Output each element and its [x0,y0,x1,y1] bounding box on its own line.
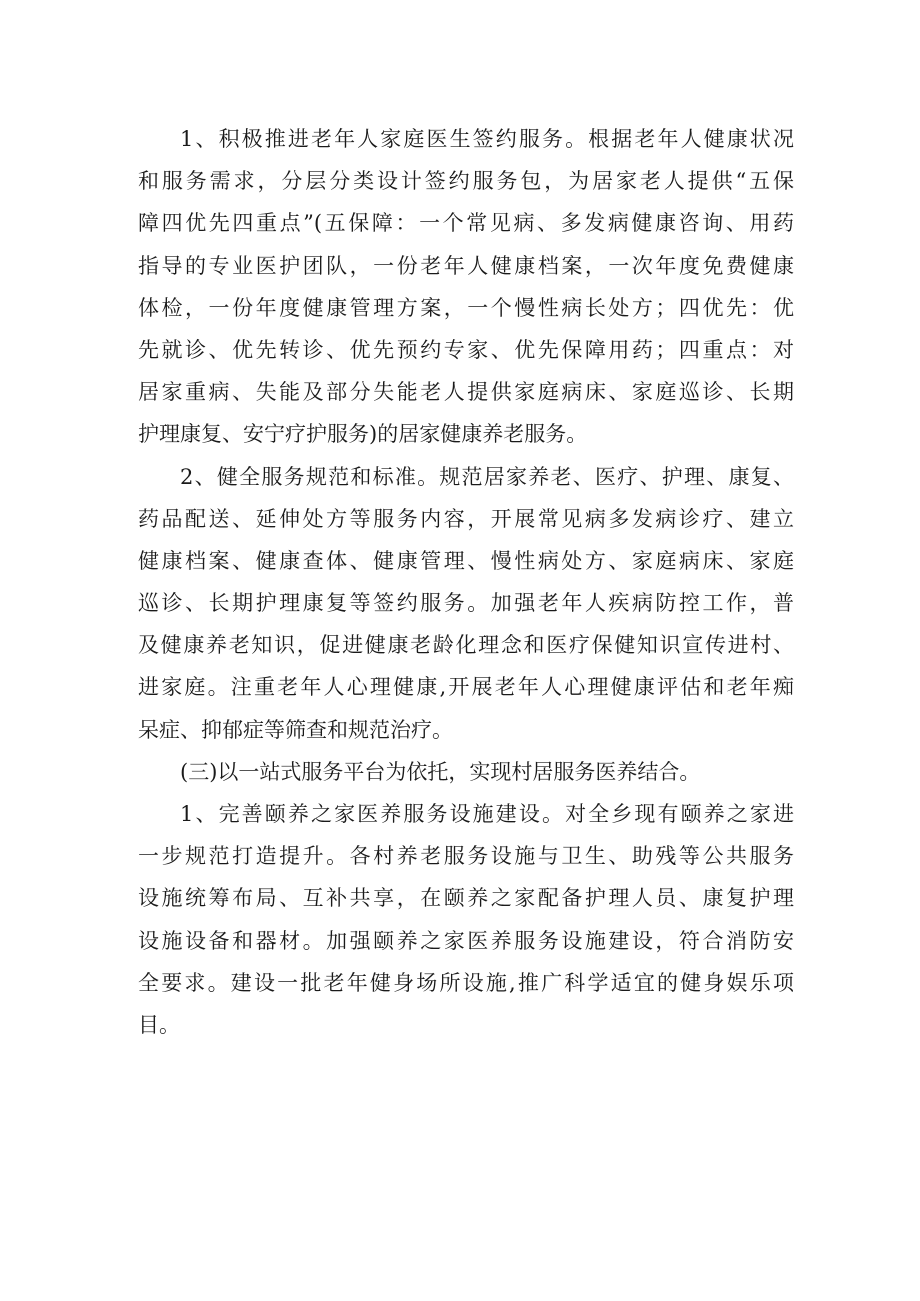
text-line: 指导的专业医护团队，一份老年人健康档案，一次年度免费健康 [138,253,794,278]
text-line: 设施统筹布局、互补共享，在颐养之家配备护理人员、康复护理 [138,886,794,911]
text-line: 设施设备和器材。加强颐养之家医养服务设施建设，符合消防安 [138,928,794,953]
text-line: 进家庭。注重老年人心理健康,开展老年人心理健康评估和老年痴 [138,675,794,700]
text-line: 全要求。建设一批老年健身场所设施,推广科学适宜的健身娱乐项 [138,970,794,995]
text-line: 目。 [138,1012,180,1037]
paragraph-p1 [138,118,794,456]
document-body [138,118,794,1046]
text-line: 2、健全服务规范和标准。规范居家养老、医疗、护理、康复、 [180,464,794,489]
text-line: 一步规范打造提升。各村养老服务设施与卫生、助残等公共服务 [138,844,794,869]
text-line: 呆症、抑郁症等筛查和规范治疗。 [138,717,453,742]
text-line: 居家重病、失能及部分失能老人提供家庭病床、家庭巡诊、长期 [138,380,794,405]
text-line: 1、积极推进老年人家庭医生签约服务。根据老年人健康状况 [180,127,794,151]
paragraph-p4 [138,793,794,1046]
paragraph-p2 [138,456,794,751]
text-line: 护理康复、安宁疗护服务)的居家健康养老服务。 [138,422,588,447]
section-heading [138,751,794,793]
text-line: 及健康养老知识，促进健康老龄化理念和医疗保健知识宣传进村、 [138,633,794,658]
text-line: 体检，一份年度健康管理方案，一个慢性病长处方；四优先：优 [138,295,794,320]
text-line: 药品配送、延伸处方等服务内容，开展常见病多发病诊疗、建立 [138,506,794,531]
text-line: 巡诊、长期护理康复等签约服务。加强老年人疾病防控工作，普 [138,591,794,616]
text-line: 健康档案、健康查体、健康管理、慢性病处方、家庭病床、家庭 [138,548,794,573]
text-line: 和服务需求，分层分类设计签约服务包，为居家老人提供“五保 [138,169,794,194]
text-line: 障四优先四重点”(五保障：一个常见病、多发病健康咨询、用药 [138,211,794,236]
text-line: 先就诊、优先转诊、优先预约专家、优先保障用药；四重点：对 [138,337,794,362]
text-line: 1、完善颐养之家医养服务设施建设。对全乡现有颐养之家进 [180,802,794,826]
heading-line: (三)以一站式服务平台为依托，实现村居服务医养结合。 [180,759,701,784]
